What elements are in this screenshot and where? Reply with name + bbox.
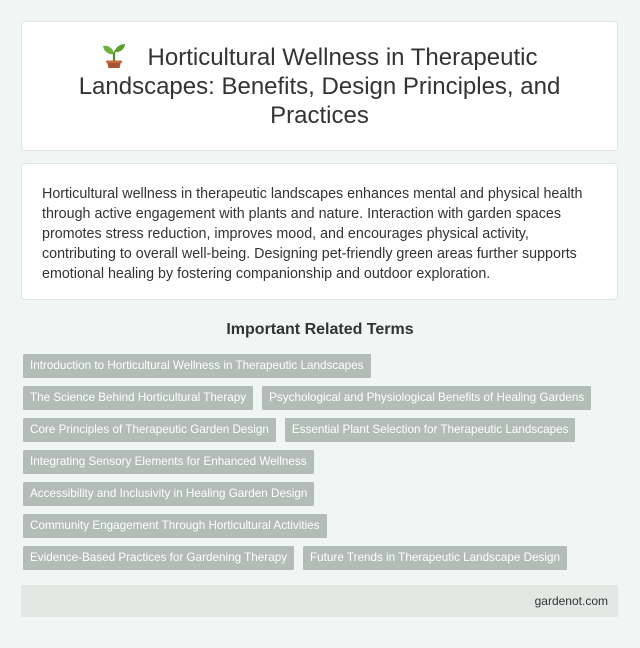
related-terms-row xyxy=(23,482,623,506)
related-term-tag[interactable]: The Science Behind Horticultural Therapy xyxy=(23,386,253,410)
related-terms-row xyxy=(23,386,623,410)
related-term-tag[interactable]: Accessibility and Inclusivity in Healing Garden Design xyxy=(23,482,314,506)
related-term-tag[interactable]: Psychological and Physiological Benefits of Healing Gardens xyxy=(262,386,591,410)
related-term-tag[interactable]: Evidence-Based Practices for Gardening Therapy xyxy=(23,546,294,570)
related-term-tag[interactable]: Integrating Sensory Elements for Enhanced Wellness xyxy=(23,450,314,474)
related-terms-list xyxy=(23,354,623,578)
related-terms-row xyxy=(23,354,623,378)
footer-site-link[interactable]: gardenot.com xyxy=(534,594,608,608)
page-title xyxy=(42,42,597,130)
footer xyxy=(21,585,618,617)
intro-card xyxy=(21,163,618,300)
related-terms-heading: Important Related Terms xyxy=(226,321,414,338)
related-terms-row xyxy=(23,514,623,538)
related-term-tag[interactable]: Introduction to Horticultural Wellness in Therapeutic Landscapes xyxy=(23,354,371,378)
related-term-tag[interactable]: Core Principles of Therapeutic Garden Design xyxy=(23,418,276,442)
title-card xyxy=(21,21,618,151)
related-term-tag[interactable]: Essential Plant Selection for Therapeutic Landscapes xyxy=(285,418,576,442)
related-terms-row xyxy=(23,450,623,474)
intro-text: Horticultural wellness in therapeutic landscapes enhances mental and physical health through active engagement with plants and nature. Interaction with garden spaces promotes stress reduction, improves mood, and encourages physical activity, contributing to overall well-being. Designing pet-friendly green areas further supports emotional healing by fostering companionship and outdoor exploration. xyxy=(42,186,583,282)
related-terms-row xyxy=(23,546,623,570)
related-terms-row xyxy=(23,418,623,442)
related-term-tag[interactable]: Community Engagement Through Horticultural Activities xyxy=(23,514,327,538)
sprout-icon xyxy=(102,42,126,68)
related-term-tag[interactable]: Future Trends in Therapeutic Landscape Design xyxy=(303,546,567,570)
page-title-text: Horticultural Wellness in Therapeutic Landscapes: Benefits, Design Principles, and Practices xyxy=(78,44,561,129)
